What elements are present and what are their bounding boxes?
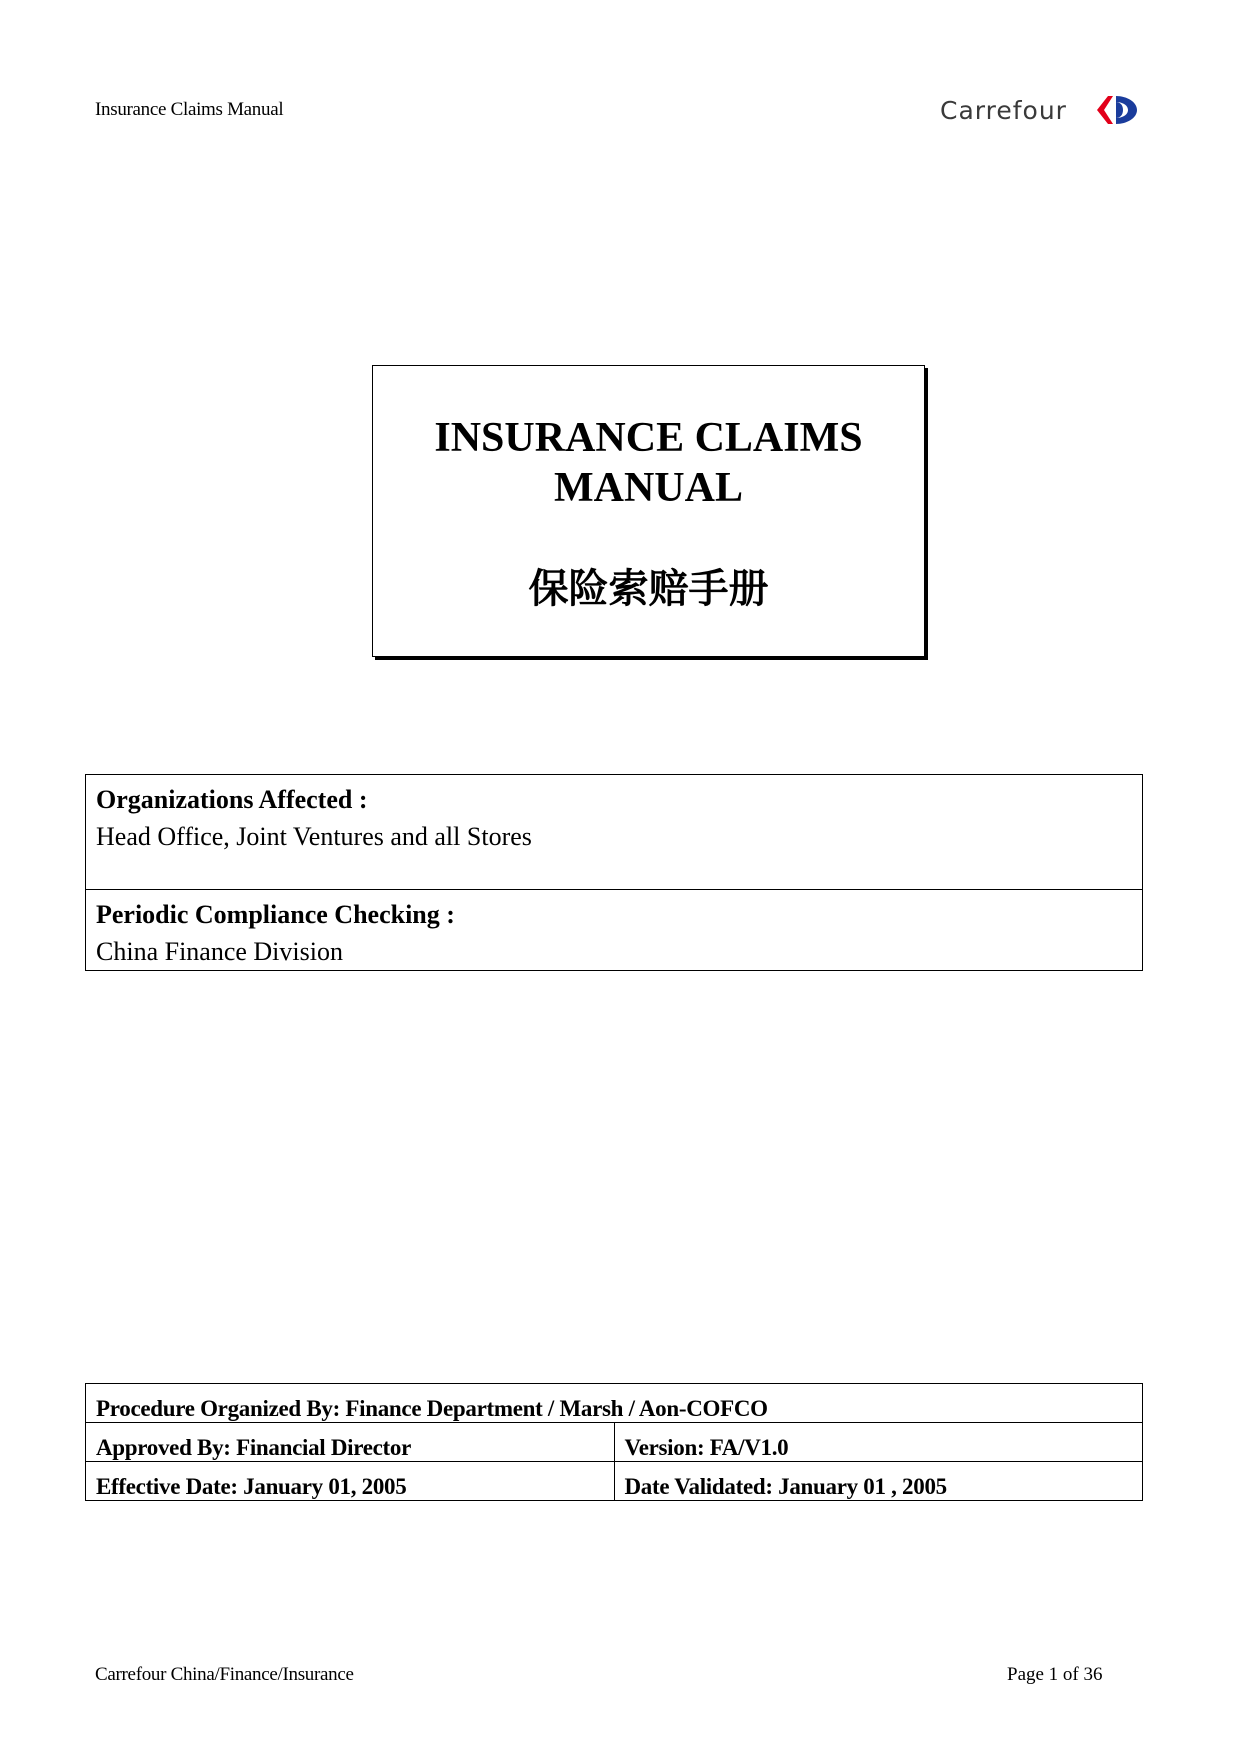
- organizations-table: [85, 774, 1143, 971]
- organizations-affected-label: Organizations Affected :: [96, 785, 368, 814]
- version: Version: FA/V1.0: [614, 1423, 1143, 1462]
- header-document-title: Insurance Claims Manual: [95, 99, 284, 120]
- approved-by: Approved By: Financial Director: [86, 1423, 615, 1462]
- effective-date: Effective Date: January 01, 2005: [86, 1462, 615, 1501]
- organizations-affected-value: Head Office, Joint Ventures and all Stores: [96, 822, 532, 851]
- compliance-checking-label: Periodic Compliance Checking :: [96, 900, 455, 929]
- footer-path: Carrefour China/Finance/Insurance: [95, 1664, 354, 1685]
- carrefour-logo-icon: [1095, 92, 1139, 128]
- brand-name: Carrefour: [940, 95, 1067, 125]
- procedure-organized-by: Procedure Organized By: Finance Department / Marsh / Aon-COFCO: [86, 1384, 1143, 1423]
- date-validated: Date Validated: January 01 , 2005: [614, 1462, 1143, 1501]
- cover-title-line1: INSURANCE CLAIMS: [434, 415, 863, 461]
- cover-title-box: [372, 365, 925, 657]
- compliance-checking-value: China Finance Division: [96, 937, 343, 966]
- page-number: Page 1 of 36: [1007, 1664, 1103, 1685]
- brand: [940, 92, 1139, 128]
- cover-title-line2: MANUAL: [554, 465, 743, 511]
- procedure-table: [85, 1383, 1143, 1501]
- cover-title: [373, 413, 924, 513]
- compliance-checking-cell: [86, 890, 1143, 971]
- cover-title-chinese: 保险索赔手册: [528, 566, 769, 612]
- organizations-affected-cell: [86, 775, 1143, 890]
